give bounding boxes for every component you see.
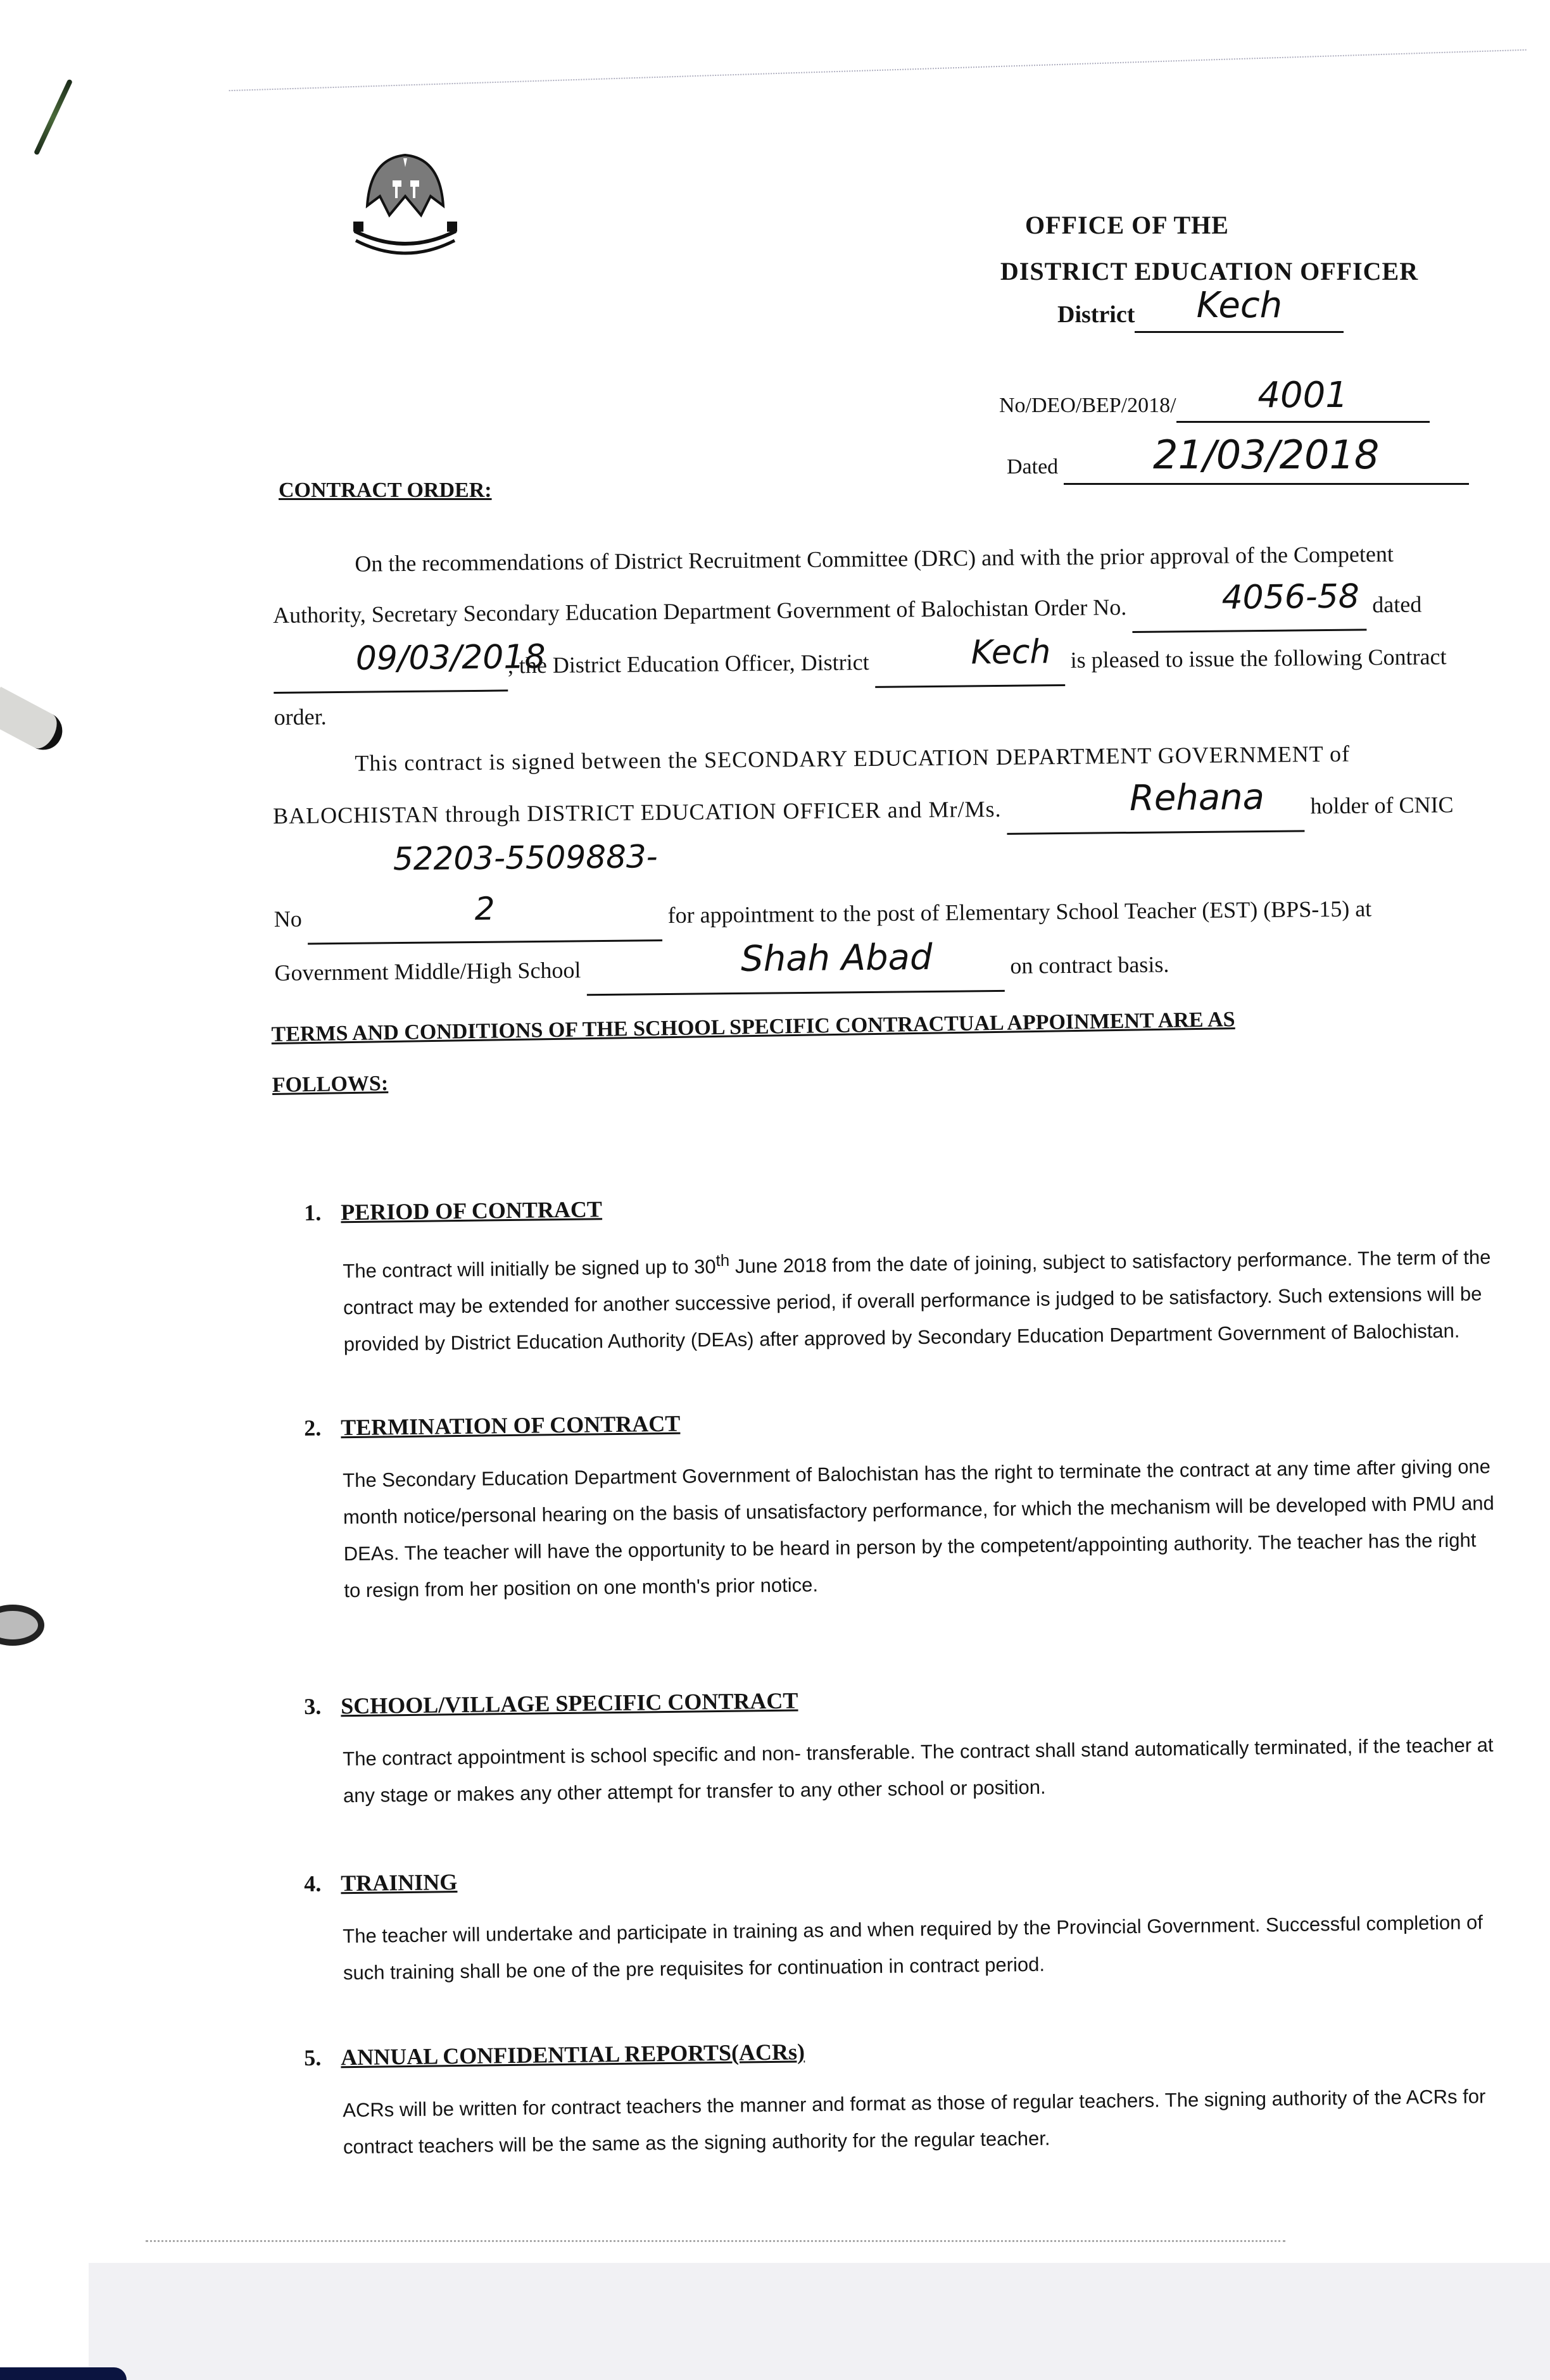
paragraph2-text-d: on contract basis. [1010, 951, 1169, 979]
paragraph1-text-a: On the recommendations of District Recruitment Committee (DRC) and with the prior approval of the Competent Authority, Secretary Secondary Education Department Government of Balochistan Order No. [272, 541, 1394, 628]
scan-artifact-bottom-edge [0, 2367, 127, 2380]
office-heading-line1: OFFICE OF THE [1025, 211, 1229, 239]
contract-order-title: CONTRACT ORDER: [279, 479, 492, 502]
scan-artifact-top-noise [227, 5, 1526, 91]
district-field [1057, 285, 1344, 333]
district-value: Kech [1196, 285, 1283, 326]
reference-number-value: 4001 [1257, 375, 1348, 416]
school-value: Shah Abad [740, 937, 933, 980]
section-body-a: The contract will initially be signed up to 30 [343, 1255, 716, 1282]
section-title: PERIOD OF CONTRACT [341, 1196, 603, 1225]
dated-field [1007, 432, 1469, 485]
district-label: District [1057, 301, 1135, 328]
paragraph1-text-d: is pleased to issue the following Contract order. [274, 644, 1447, 730]
appointee-name-value: Rehana [1129, 776, 1265, 820]
binder-ring-icon [0, 1605, 44, 1646]
scan-artifact-bottom-noise [146, 2238, 1285, 2242]
government-emblem-icon [342, 146, 469, 260]
order-district-value: Kech [971, 633, 1051, 672]
section-heading [304, 1400, 1494, 1441]
section-title: TRAINING [341, 1869, 458, 1896]
terms-heading [271, 994, 1236, 1111]
paragraph2-text-b: holder of CNIC No [274, 792, 1454, 932]
recommendation-paragraph [272, 530, 1487, 741]
section-number: 4. [304, 1870, 322, 1896]
section-training [304, 1856, 1496, 1992]
office-heading-line2: DISTRICT EDUCATION OFFICER [1000, 257, 1419, 285]
dated-label: Dated [1007, 455, 1059, 479]
section-body [305, 1233, 1496, 1363]
terms-heading-line2: FOLLOWS: [272, 1072, 389, 1097]
paragraph1-text-c: , the District Education Officer, District [507, 649, 869, 679]
paragraph1-text-b: dated [1372, 591, 1422, 618]
section-number: 3. [304, 1693, 322, 1719]
dated-value: 21/03/2018 [1153, 432, 1380, 478]
section-title: TERMINATION OF CONTRACT [341, 1410, 681, 1441]
section-title: ANNUAL CONFIDENTIAL REPORTS(ACRs) [341, 2039, 805, 2070]
section-heading [304, 2030, 1494, 2071]
contract-parties-paragraph [272, 729, 1487, 999]
section-school-village-specific-contract [304, 1679, 1496, 1815]
terms-heading-line1: TERMS AND CONDITIONS OF THE SCHOOL SPECIFIC CONTRACTUAL APPOINMENT ARE AS [271, 1008, 1235, 1046]
scan-artifact-streak [34, 78, 73, 155]
section-body: ACRs will be written for contract teachers the manner and format as those of regular teachers. The signing authority of the ACRs for contract teachers will be the same as the signing authority for the regular teacher. [343, 2085, 1486, 2158]
paragraph2-text-a: This contract is signed between the SECONDARY EDUCATION DEPARTMENT GOVERNMENT of BALOCHISTAN through DISTRICT EDUCATION OFFICER and Mr/Ms. [272, 741, 1351, 829]
paragraph2-text-c: for appointment to the post of Elementary School Teacher (EST) (BPS-15) at Government Middle/High School [274, 896, 1372, 986]
section-heading [304, 1185, 1494, 1226]
section-period-of-contract [304, 1185, 1496, 1363]
section-number: 1. [304, 1199, 322, 1225]
reference-number-field [999, 375, 1430, 423]
order-date-value: 09/03/2018 [355, 637, 546, 678]
section-number: 2. [304, 1415, 322, 1441]
section-termination-of-contract [304, 1400, 1497, 1610]
ordinal-suffix: th [715, 1251, 730, 1270]
order-number-value: 4056-58 [1221, 577, 1360, 617]
binder-clip-icon [0, 687, 69, 756]
cnic-value: 52203-5509883-2 [393, 838, 658, 927]
scan-artifact-bottom-shade [89, 2263, 1550, 2380]
section-body: The contract appointment is school specific and non- transferable. The contract shall stand automatically terminated, if the teacher at any stage or makes any other attempt for transfer to any other school or position. [343, 1734, 1494, 1807]
section-heading [304, 1679, 1494, 1720]
section-body-b: June 2018 from the date of joining, subject to satisfactory performance. The term of the contract may be extended for another successive period, if overall performance is judged to be satisfactory. Such extensions will be provided by District Education Authority (DEAs) after approved by Secondary Education Department Government of Balochistan. [343, 1246, 1491, 1356]
section-body: The teacher will undertake and participate in training as and when required by the Provincial Government. Successful completion of such training shall be one of the pre requisites for continuation in contract period. [343, 1911, 1484, 1984]
section-number: 5. [304, 2045, 322, 2070]
section-annual-confidential-reports [304, 2030, 1496, 2166]
section-body: The Secondary Education Department Government of Balochistan has the right to terminate the contract at any time after giving one month notice/personal hearing on the basis of unsatisfactory performance, for which the mechanism will be developed with PMU and DEAs. The teacher will have the opportunity to be heard in person by the competent/appointing authority. The teacher has the right to resign from her position on one month's prior notice. [343, 1455, 1494, 1602]
reference-number-label: No/DEO/BEP/2018/ [999, 394, 1176, 417]
section-heading [304, 1856, 1494, 1897]
section-title: SCHOOL/VILLAGE SPECIFIC CONTRACT [341, 1688, 798, 1719]
